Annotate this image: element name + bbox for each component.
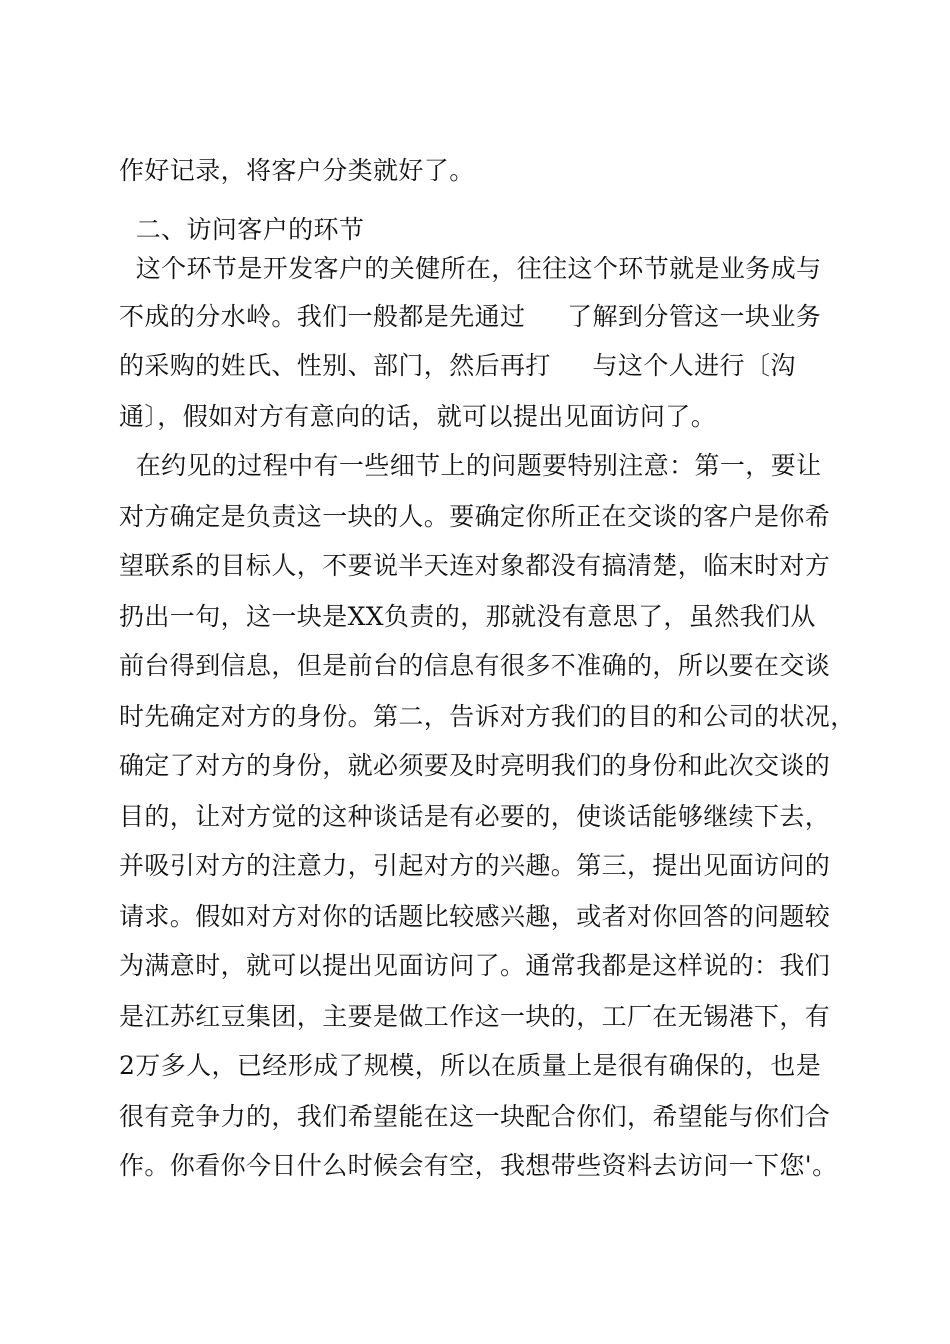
text-line: 不成的分水岭。我们一般都是先通过 了解到分管这一块业务 xyxy=(119,302,822,331)
text-line: 这个环节是开发客户的关健所在，往往这个环节就是业务成与 xyxy=(119,254,822,283)
text-line: 作好记录，将客户分类就好了。 xyxy=(119,156,475,185)
text-line: 作。你看你今日什么时候会有空，我想带些资料去访问一下您'。 xyxy=(119,1151,838,1180)
text-line: 扔出一句，这一块是XX负责的，那就没有意思了，虽然我们从 xyxy=(119,602,816,631)
text-line: 并吸引对方的注意力，引起对方的兴趣。第三，提出见面访问的 xyxy=(119,851,831,880)
text-line: 2万多人，已经形成了规模，所以在质量上是很有确保的，也是 xyxy=(119,1051,822,1080)
text-line: 为满意时，就可以提出见面访问了。通常我都是这样说的：我们 xyxy=(119,951,831,980)
text-line: 的采购的姓氏、性别、部门，然后再打 与这个人进行〔沟 xyxy=(119,351,796,380)
text-line: 目的，让对方觉的这种谈话是有必要的，使谈话能够继续下去， xyxy=(119,802,831,831)
text-line: 对方确定是负责这一块的人。要确定你所正在交谈的客户是你希 xyxy=(119,502,831,531)
section-heading: 二、访问客户的环节 xyxy=(119,215,365,244)
text-line: 时先确定对方的身份。第二，告诉对方我们的目的和公司的状况， xyxy=(119,702,856,731)
text-line: 很有竞争力的，我们希望能在这一块配合你们，希望能与你们合 xyxy=(119,1102,831,1131)
text-line: 通〕，假如对方有意向的话，就可以提出见面访问了。 xyxy=(119,402,717,431)
text-line: 是江苏红豆集团，主要是做工作这一块的，工厂在无锡港下，有 xyxy=(119,1002,831,1031)
text-line: 请求。假如对方对你的话题比较感兴趣，或者对你回答的问题较 xyxy=(119,902,831,931)
text-line: 在约见的过程中有一些细节上的问题要特别注意：第一，要让 xyxy=(119,451,822,480)
text-line: 确定了对方的身份，就必须要及时亮明我们的身份和此次交谈的 xyxy=(119,751,831,780)
text-line: 前台得到信息，但是前台的信息有很多不准确的，所以要在交谈 xyxy=(119,651,831,680)
text-line: 望联系的目标人，不要说半天连对象都没有搞清楚，临末时对方 xyxy=(119,551,831,580)
